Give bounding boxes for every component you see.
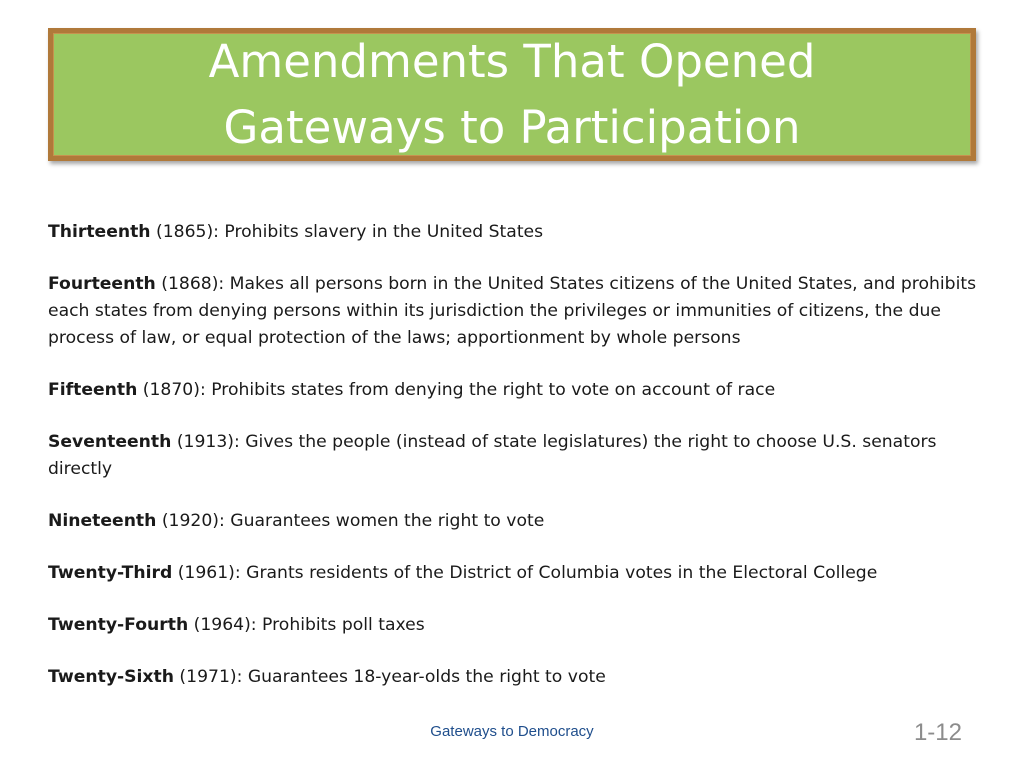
- amendment-item: [48, 560, 983, 587]
- amendment-description: (1964): Prohibits poll taxes: [188, 615, 425, 635]
- amendment-item: [48, 377, 983, 404]
- title-banner: [48, 28, 976, 161]
- amendment-description: (1865): Prohibits slavery in the United States: [150, 222, 544, 242]
- amendment-name: Twenty-Fourth: [48, 615, 189, 635]
- amendment-name: Seventeenth: [48, 432, 172, 452]
- amendment-item: [48, 271, 983, 352]
- amendment-name: Twenty-Third: [48, 563, 173, 583]
- amendment-description: (1870): Prohibits states from denying the right to vote on account of race: [137, 380, 776, 400]
- amendment-item: [48, 508, 983, 535]
- amendment-name: Thirteenth: [48, 222, 151, 242]
- slide-title: Amendments That Opened Gateways to Participation: [208, 34, 816, 154]
- amendment-description: (1971): Guarantees 18-year-olds the right to vote: [173, 667, 606, 687]
- amendment-description: (1868): Makes all persons born in the United States citizens of the United States, and prohibits each states from denying persons within its jurisdiction the privileges or immunities of citizens, the due process of law, or equal protection of the laws; apportionment by whole persons: [48, 274, 977, 348]
- amendment-description: (1961): Grants residents of the District of Columbia votes in the Electoral College: [172, 563, 878, 583]
- amendment-name: Nineteenth: [48, 511, 157, 531]
- amendment-description: (1920): Guarantees women the right to vote: [156, 511, 545, 531]
- slide-number: 1-12: [913, 719, 962, 746]
- footer-course-title: Gateways to Democracy: [430, 723, 594, 740]
- amendment-name: Twenty-Sixth: [48, 667, 174, 687]
- amendment-name: Fourteenth: [48, 274, 156, 294]
- amendment-description: (1913): Gives the people (instead of state legislatures) the right to choose U.S. senators directly: [48, 432, 937, 479]
- amendment-item: [48, 219, 983, 246]
- amendment-item: [48, 429, 983, 483]
- amendment-item: [48, 664, 983, 691]
- amendment-name: Fifteenth: [48, 380, 138, 400]
- amendment-item: [48, 612, 983, 639]
- amendment-list: [48, 219, 983, 716]
